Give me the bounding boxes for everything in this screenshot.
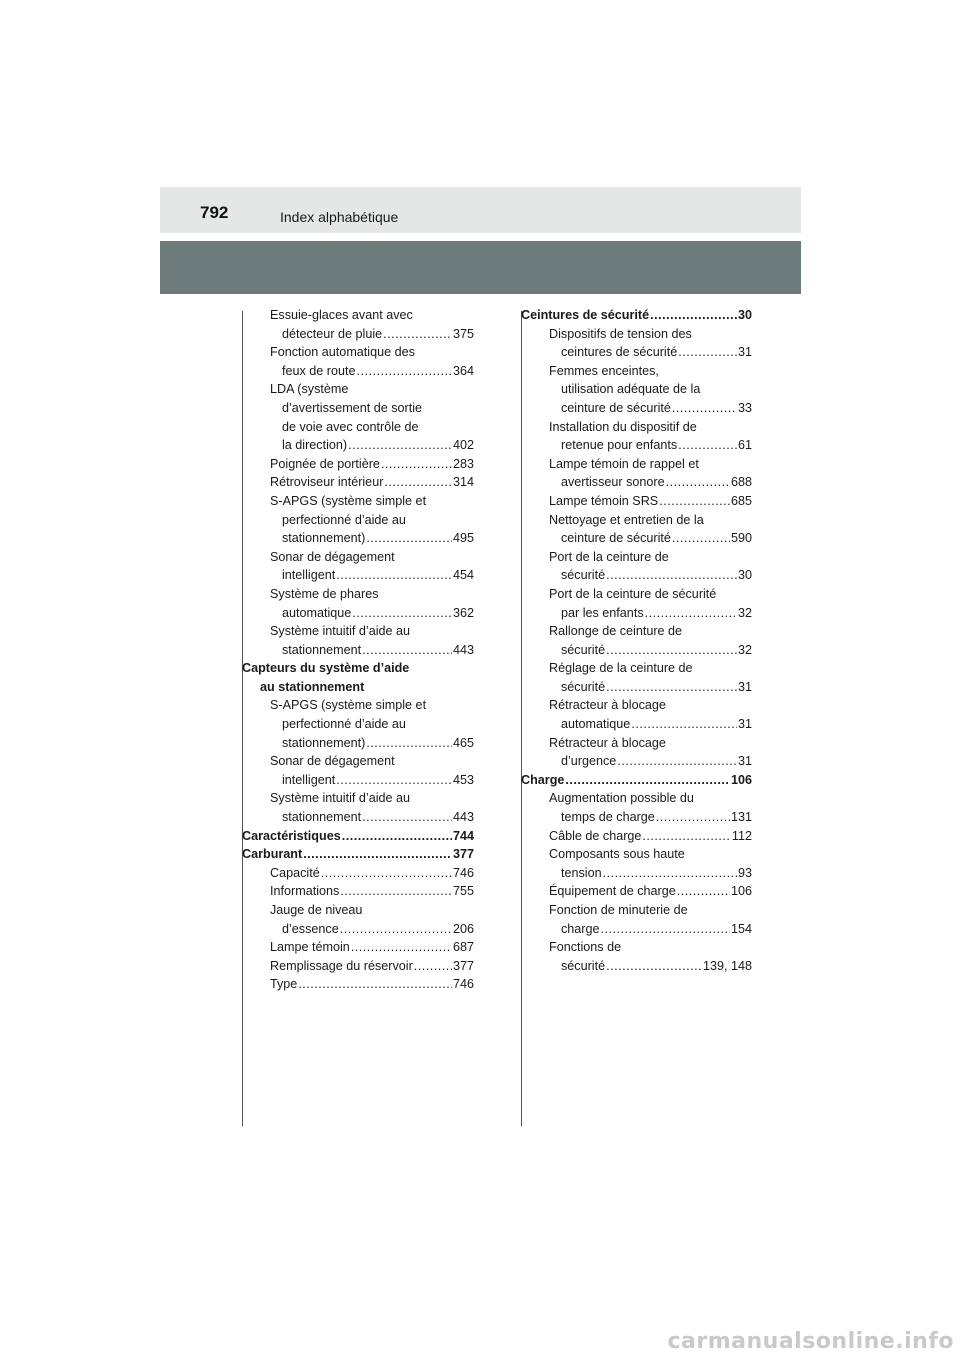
dot-leader — [659, 492, 730, 511]
entry-label: ceinture de sécurité — [561, 531, 671, 546]
entry-label: Sonar de dégagement — [270, 549, 395, 564]
index-entry — [242, 604, 474, 623]
index-entry-text-line — [242, 343, 474, 362]
entry-label: Fonction automatique des — [270, 345, 415, 360]
entry-label: d’avertissement de sortie — [282, 400, 422, 415]
index-entry-text-line — [521, 622, 752, 641]
index-entry — [521, 436, 752, 455]
index-entry — [521, 771, 752, 790]
page-reference: 33 — [737, 400, 752, 415]
entry-label: Rétroviseur intérieur — [270, 475, 384, 490]
page-reference: 465 — [452, 735, 474, 750]
dot-leader — [384, 473, 452, 492]
page-reference: 362 — [452, 605, 474, 620]
page-reference: 31 — [737, 717, 752, 732]
index-entry — [242, 920, 474, 939]
entry-label: Système de phares — [270, 586, 379, 601]
page-reference: 443 — [452, 642, 474, 657]
index-entry — [521, 473, 752, 492]
entry-label: stationnement) — [282, 735, 366, 750]
index-entry-text-line — [242, 696, 474, 715]
entry-label: de voie avec contrôle de — [282, 419, 419, 434]
index-entry — [521, 752, 752, 771]
index-entry-text-line — [242, 715, 474, 734]
entry-label: charge — [561, 921, 600, 936]
entry-label: sécurité — [561, 679, 606, 694]
entry-label: Câble de charge — [549, 828, 642, 843]
index-entry-text-line — [521, 585, 752, 604]
page-reference: 364 — [452, 363, 474, 378]
entry-label: S-APGS (système simple et — [270, 493, 427, 508]
dot-leader — [565, 771, 730, 790]
index-entry — [242, 362, 474, 381]
entry-label: Port de la ceinture de sécurité — [549, 586, 717, 601]
entry-label: Augmentation possible du — [549, 791, 694, 806]
page-reference: 30 — [737, 308, 752, 322]
index-entry — [242, 641, 474, 660]
entry-label: Nettoyage et entretien de la — [549, 512, 704, 527]
index-entry — [521, 492, 752, 511]
page-reference: 283 — [452, 456, 474, 471]
index-entry — [521, 864, 752, 883]
index-entry-text-line — [521, 938, 752, 957]
index-entry — [521, 604, 752, 623]
entry-label: au stationnement — [260, 679, 365, 694]
entry-label: Carburant — [242, 847, 303, 862]
header-band — [160, 241, 801, 294]
index-entry — [242, 529, 474, 548]
index-entry-text-line — [521, 696, 752, 715]
dot-leader — [650, 306, 737, 325]
index-entry — [521, 882, 752, 901]
index-entry — [242, 975, 474, 994]
index-entry — [242, 808, 474, 827]
page-reference: 31 — [737, 754, 752, 769]
index-entry-text-line — [242, 492, 474, 511]
entry-label: sécurité — [561, 568, 606, 583]
dot-leader — [357, 362, 452, 381]
dot-leader — [666, 473, 730, 492]
entry-label: intelligent — [282, 568, 336, 583]
dot-leader — [381, 455, 452, 474]
entry-label: Port de la ceinture de — [549, 549, 669, 564]
index-entry-text-line — [242, 752, 474, 771]
entry-label: avertisseur sonore — [561, 475, 665, 490]
entry-label: Lampe témoin de rappel et — [549, 456, 699, 471]
index-entry — [242, 864, 474, 883]
index-entry-text-line — [521, 901, 752, 920]
entry-label: Lampe témoin — [270, 940, 350, 955]
entry-label: Système intuitif d’aide au — [270, 791, 411, 806]
header-bar — [160, 187, 801, 233]
index-entry-text-line — [521, 362, 752, 381]
entry-label: S-APGS (système simple et — [270, 698, 427, 713]
index-entry-text-line — [521, 511, 752, 530]
dot-leader — [642, 827, 731, 846]
dot-leader — [352, 604, 452, 623]
entry-label: tension — [561, 865, 602, 880]
index-entry — [521, 678, 752, 697]
entry-label: Rétracteur à blocage — [549, 735, 666, 750]
dot-leader — [383, 325, 452, 344]
entry-label: la direction) — [282, 438, 348, 453]
index-entry-text-line — [242, 789, 474, 808]
page-reference: 377 — [452, 958, 474, 973]
entry-label: intelligent — [282, 772, 336, 787]
entry-label: Fonction de minuterie de — [549, 903, 688, 917]
index-entry-text-line — [521, 455, 752, 474]
page-reference: 402 — [452, 438, 474, 453]
index-entry — [242, 436, 474, 455]
index-entry — [521, 920, 752, 939]
dot-leader — [631, 715, 737, 734]
dot-leader — [414, 957, 452, 976]
index-entry-text-line — [242, 511, 474, 530]
dot-leader — [303, 845, 452, 864]
dot-leader — [321, 864, 452, 883]
entry-label: Composants sous haute — [549, 847, 685, 862]
index-entry — [242, 771, 474, 790]
index-column-right — [521, 306, 752, 975]
entry-label: Réglage de la ceinture de — [549, 661, 693, 676]
page-reference: 206 — [452, 921, 474, 936]
dot-leader — [336, 771, 452, 790]
index-entry-text-line — [521, 325, 752, 344]
dot-leader — [606, 678, 737, 697]
index-entry — [242, 827, 474, 846]
page-reference: 443 — [452, 810, 474, 825]
dot-leader — [606, 641, 737, 660]
index-entry — [521, 529, 752, 548]
index-entry-text-line — [521, 845, 752, 864]
index-entry — [521, 827, 752, 846]
index-entry — [242, 473, 474, 492]
page-number: 792 — [200, 203, 229, 222]
entry-label: LDA (système — [270, 382, 349, 397]
entry-label: Poignée de portière — [270, 456, 380, 471]
entry-label: Équipement de charge — [549, 884, 676, 899]
dot-leader — [366, 529, 452, 548]
index-entry — [521, 808, 752, 827]
index-entry — [242, 882, 474, 901]
index-entry-text-line — [242, 678, 474, 697]
dot-leader — [362, 641, 452, 660]
dot-leader — [606, 957, 702, 976]
page-reference: 30 — [737, 568, 752, 583]
index-entry-text-line — [242, 548, 474, 567]
page-reference: 685 — [730, 493, 752, 508]
page-reference: 746 — [452, 865, 474, 880]
index-entry-text-line — [521, 789, 752, 808]
page-reference: 32 — [737, 605, 752, 620]
page-reference: 377 — [452, 847, 474, 862]
page-reference: 453 — [452, 772, 474, 787]
index-entry — [242, 455, 474, 474]
entry-label: perfectionné d’aide au — [282, 512, 406, 527]
entry-label: stationnement — [282, 642, 362, 657]
entry-label: Caractéristiques — [242, 828, 341, 843]
dot-leader — [601, 920, 730, 939]
index-entry — [242, 734, 474, 753]
page-reference: 112 — [731, 828, 752, 843]
page-reference: 131 — [730, 810, 752, 825]
entry-label: d’essence — [282, 921, 339, 936]
page-reference: 106 — [730, 772, 752, 787]
index-entry-text-line — [521, 734, 752, 753]
entry-label: Dispositifs de tension des — [549, 326, 692, 341]
entry-label: d’urgence — [561, 754, 617, 769]
entry-label: automatique — [561, 717, 631, 732]
entry-label: sécurité — [561, 958, 606, 973]
index-entry — [521, 343, 752, 362]
index-entry-text-line — [242, 399, 474, 418]
index-entry — [242, 845, 474, 864]
page-reference: 106 — [730, 884, 752, 899]
page-reference: 746 — [452, 977, 474, 992]
page-reference: 93 — [737, 865, 752, 880]
page-reference: 31 — [737, 345, 752, 360]
page-reference: 590 — [730, 531, 752, 546]
index-entry-text-line — [242, 622, 474, 641]
dot-leader — [340, 920, 452, 939]
index-entry-text-line — [242, 659, 474, 678]
dot-leader — [342, 827, 452, 846]
page-reference: 375 — [452, 326, 474, 341]
watermark: carmanualsonline.info — [667, 1329, 954, 1354]
entry-label: Jauge de niveau — [270, 903, 363, 917]
dot-leader — [336, 566, 452, 585]
page-reference: 31 — [737, 679, 752, 694]
index-entry — [521, 641, 752, 660]
entry-label: Système intuitif d’aide au — [270, 624, 411, 639]
index-entry-text-line — [242, 585, 474, 604]
index-entry — [242, 325, 474, 344]
page-reference: 139, 148 — [702, 958, 752, 973]
page-reference: 154 — [730, 921, 752, 936]
index-column-left — [242, 306, 474, 994]
page-reference: 687 — [452, 940, 474, 955]
page-reference: 755 — [452, 884, 474, 899]
entry-label: feux de route — [282, 363, 356, 378]
dot-leader — [340, 882, 452, 901]
page-reference: 61 — [737, 438, 752, 453]
entry-label: utilisation adéquate de la — [561, 382, 701, 397]
index-entry — [521, 306, 752, 325]
page-reference: 32 — [737, 642, 752, 657]
entry-label: Lampe témoin SRS — [549, 493, 659, 508]
page-reference: 688 — [730, 475, 752, 490]
entry-label: Capteurs du système d’aide — [242, 661, 410, 676]
entry-label: par les enfants — [561, 605, 644, 620]
entry-label: Rétracteur à blocage — [549, 698, 666, 713]
index-entry-text-line — [242, 901, 474, 920]
entry-label: stationnement — [282, 810, 362, 825]
dot-leader — [656, 808, 730, 827]
dot-leader — [645, 604, 737, 623]
entry-label: stationnement) — [282, 531, 366, 546]
dot-leader — [298, 975, 452, 994]
dot-leader — [348, 436, 452, 455]
dot-leader — [672, 529, 730, 548]
entry-label: Informations — [270, 884, 340, 899]
entry-label: Rallonge de ceinture de — [549, 624, 683, 639]
entry-label: Fonctions de — [549, 940, 622, 955]
page-reference: 495 — [452, 531, 474, 546]
index-entry — [242, 566, 474, 585]
index-entry-text-line — [242, 418, 474, 437]
entry-label: perfectionné d’aide au — [282, 717, 406, 732]
entry-label: Essuie-glaces avant avec — [270, 308, 413, 322]
entry-label: sécurité — [561, 642, 606, 657]
index-entry — [521, 715, 752, 734]
dot-leader — [603, 864, 737, 883]
index-entry — [521, 399, 752, 418]
dot-leader — [351, 938, 452, 957]
dot-leader — [672, 399, 737, 418]
dot-leader — [678, 343, 737, 362]
page-reference: 744 — [452, 828, 474, 843]
entry-label: Sonar de dégagement — [270, 754, 395, 769]
index-entry-text-line — [521, 659, 752, 678]
entry-label: Charge — [521, 772, 565, 787]
entry-label: détecteur de pluie — [282, 326, 383, 341]
entry-label: temps de charge — [561, 810, 655, 825]
dot-leader — [366, 734, 452, 753]
index-entry-text-line — [521, 418, 752, 437]
entry-label: Ceintures de sécurité — [521, 308, 650, 322]
index-entry — [521, 957, 752, 976]
entry-label: ceinture de sécurité — [561, 400, 671, 415]
index-entry-text-line — [242, 380, 474, 399]
index-entry-text-line — [242, 306, 474, 325]
entry-label: Installation du dispositif de — [549, 419, 697, 434]
dot-leader — [617, 752, 737, 771]
dot-leader — [606, 566, 737, 585]
section-title: Index alphabétique — [280, 209, 399, 225]
index-entry — [242, 938, 474, 957]
dot-leader — [362, 808, 452, 827]
entry-label: Type — [270, 977, 298, 992]
page-reference: 314 — [452, 475, 474, 490]
entry-label: automatique — [282, 605, 352, 620]
index-entry — [242, 957, 474, 976]
entry-label: ceintures de sécurité — [561, 345, 678, 360]
dot-leader — [677, 882, 730, 901]
index-entry-text-line — [521, 380, 752, 399]
index-entry — [521, 566, 752, 585]
entry-label: Capacité — [270, 865, 320, 880]
index-entry-text-line — [521, 548, 752, 567]
entry-label: Femmes enceintes, — [549, 363, 659, 378]
entry-label: retenue pour enfants — [561, 438, 678, 453]
dot-leader — [678, 436, 737, 455]
page-reference: 454 — [452, 568, 474, 583]
entry-label: Remplissage du réservoir — [270, 958, 413, 973]
